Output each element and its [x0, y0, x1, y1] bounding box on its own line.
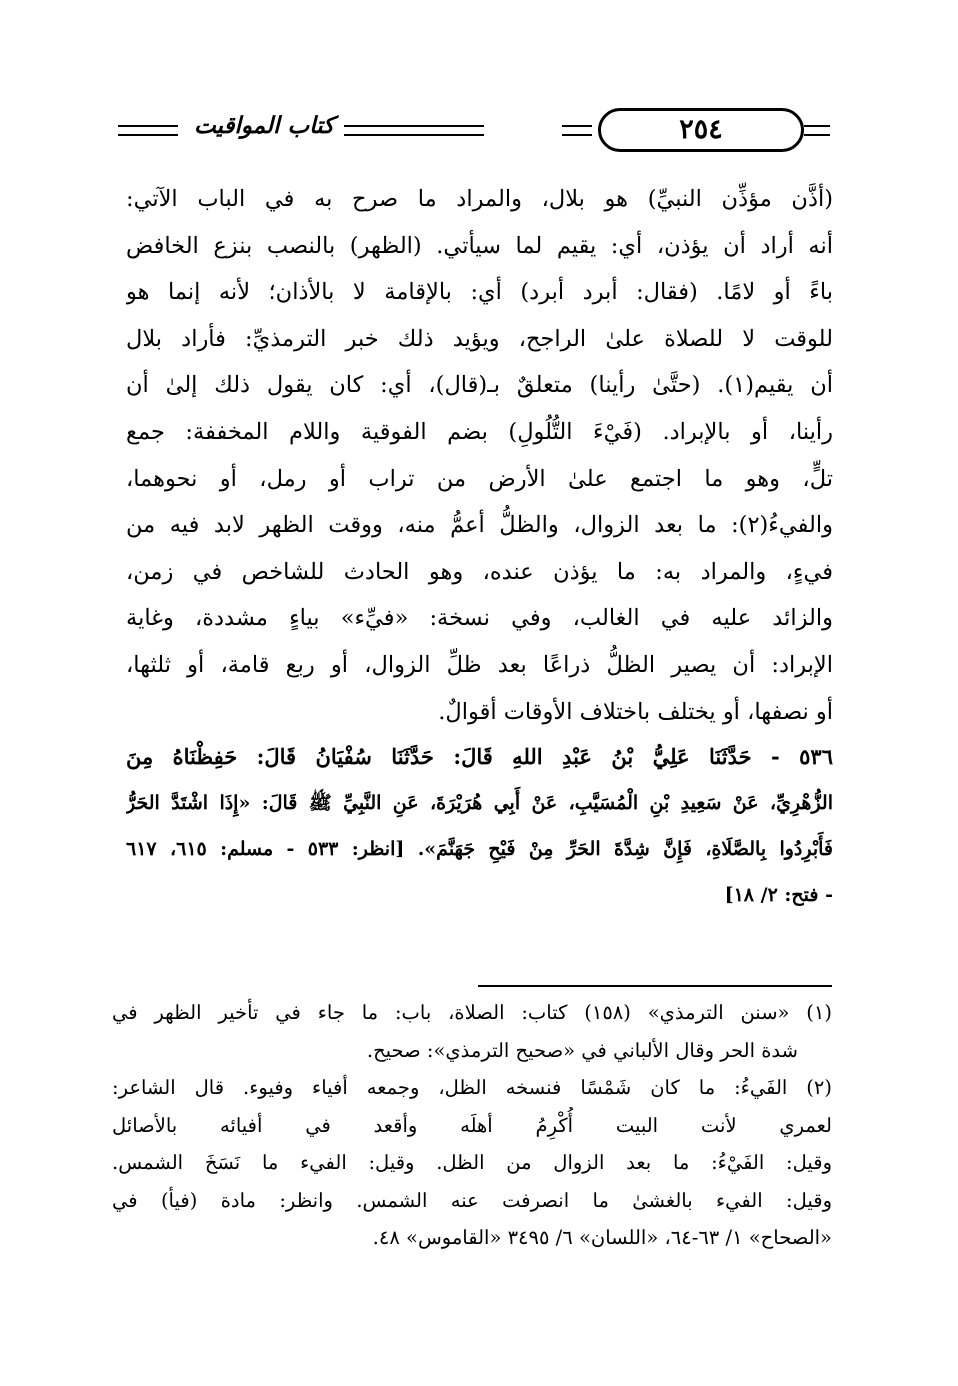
footnote-line: (٢) الفَيءُ: ما كان شَمْسًا فنسخه الظل، وجمعه أفياء وفيوء. قال الشاعر: [112, 1076, 832, 1099]
hadith-line: - فتح: ٢/ ١٨] [724, 884, 833, 906]
hadith-text [126, 734, 833, 918]
text-line: والزائد عليه في الغالب، وفي نسخة: «فيِّء» بياءٍ مشددة، وغاية [126, 605, 833, 632]
text-line: أنه أراد أن يؤذن، أي: يقيم لما سيأتي. (الظهر) بالنصب بنزع الخافض [126, 232, 833, 259]
hadith-line: ٥٣٦ - حَدَّثَنَا عَلِيُّ بْنُ عَبْدِ اللهِ قَالَ: حَدَّثَنَا سُفْيَانُ قَالَ: حَفِظْنَاهُ مِنَ [126, 744, 833, 769]
footnote-line: وقيل: الفَيْءُ: ما بعد الزوال من الظل. وقيل: الفيء ما نَسَخَ الشمس. [112, 1151, 832, 1174]
text-line: أو نصفها، أو يختلف باختلاف الأوقات أقوالٌ. [438, 698, 833, 725]
text-line: باءً أو لامًا. (فقال: أبرد أبرد) أي: بالإقامة لا بالأذان؛ لأنه إنما هو [126, 279, 833, 306]
text-line: الإبراد: أن يصير الظلُّ ذراعًا بعد ظلِّ الزوال، أو ربع قامة، أو ثلثها، [126, 651, 833, 678]
header-rule [344, 125, 484, 136]
hadith-line: الزُّهْرِيِّ، عَنْ سَعِيدِ بْنِ الْمُسَيَّبِ، عَنْ أَبِي هُرَيْرَةَ، عَنِ النَّبِيِّ ﷺ قَالَ: «إِذَا اشْتَدَّ الحَرُّ [126, 792, 833, 814]
poem-line: لعمري لأنت البيت أُكْرِمُ أهلَه وأقعد في أفيائه بالأصائل [112, 1113, 832, 1137]
text-line: تلٍّ، وهو ما اجتمع علىٰ الأرض من تراب أو رمل، أو نحوهما، [126, 465, 833, 492]
commentary-text [126, 176, 833, 735]
text-line: والفيءُ(٢): ما بعد الزوال، والظلُّ أعمُّ منه، ووقت الظهر لابد فيه من [126, 512, 833, 539]
footnote-line: (١) «سنن الترمذي» (١٥٨) كتاب: الصلاة، باب: ما جاء في تأخير الظهر في [112, 1001, 832, 1024]
text-line: أن يقيم(١). (حتَّىٰ رأينا) متعلقٌ بـ(قال)، أي: كان يقول ذلك إلىٰ أن [126, 372, 833, 399]
hadith-line: فَأَبْرِدُوا بِالصَّلَاةِ، فَإِنَّ شِدَّةَ الحَرِّ مِنْ فَيْحِ جَهَنَّمَ». [انظر: ٥٣٣ - مسلم: ٦١٥، ٦١٧ [126, 838, 833, 860]
footnotes [112, 994, 832, 1257]
text-line: (أذَّن مؤذِّن النبيِّ) هو بلال، والمراد ما صرح به في الباب الآتي: [126, 186, 833, 212]
footnote-separator [478, 985, 832, 987]
header-rule [562, 125, 592, 136]
page-header [118, 108, 830, 152]
footnote-line: وقيل: الفيء بالغشىٰ ما انصرفت عنه الشمس. وانظر: مادة (فيأ) في [112, 1188, 832, 1212]
footnote-line: «الصحاح» ١/ ٦٣-٦٤، «اللسان» ٦/ ٣٤٩٥ «القاموس» ٤٨. [372, 1226, 832, 1249]
book-title: كتاب المواقيت [193, 112, 335, 139]
header-rule [118, 125, 178, 136]
footnote-line: شدة الحر وقال الألباني في «صحيح الترمذي»: صحيح. [366, 1038, 798, 1062]
text-line: فيءٍ، والمراد به: ما يؤذن عنده، وهو الحادث للشاخص في زمن، [126, 558, 833, 585]
text-line: رأينا، أو بالإبراد. (فَيْءَ التُّلُولِ) بضم الفوقية واللام المخففة: جمع [126, 418, 833, 445]
text-line: للوقت لا للصلاة علىٰ الراجح، ويؤيد ذلك خبر الترمذيِّ: فأراد بلال [126, 325, 833, 352]
header-rule [804, 125, 830, 136]
page-number: ٢٥٤ [598, 108, 804, 152]
